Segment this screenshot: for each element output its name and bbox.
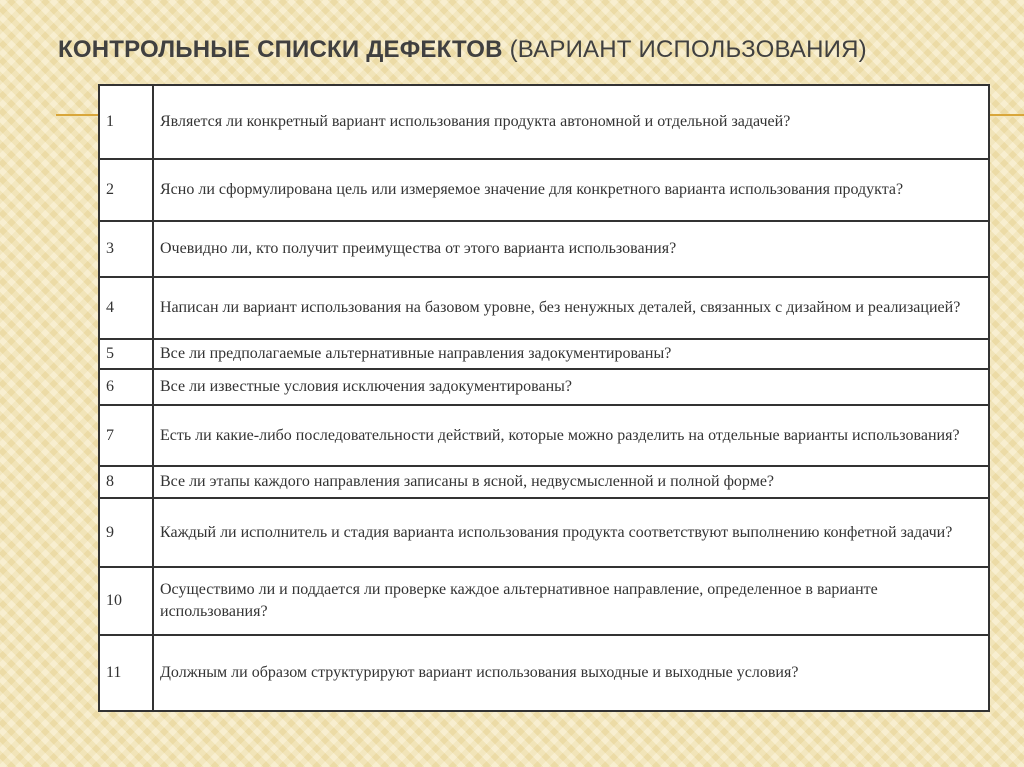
row-number: 11 bbox=[99, 635, 153, 711]
row-number: 1 bbox=[99, 85, 153, 159]
row-number: 2 bbox=[99, 159, 153, 221]
table-row bbox=[99, 635, 989, 711]
row-question: Все ли этапы каждого направления записаны в ясной, недвусмысленной и полной форме? bbox=[153, 466, 989, 498]
checklist-table bbox=[98, 84, 990, 712]
row-number: 10 bbox=[99, 567, 153, 635]
page-title bbox=[58, 36, 867, 64]
table-row bbox=[99, 466, 989, 498]
table-row bbox=[99, 277, 989, 339]
row-question: Осуществимо ли и поддается ли проверке каждое альтернативное направление, определенное в варианте использования? bbox=[153, 567, 989, 635]
title-divider-right bbox=[990, 114, 1024, 116]
row-question: Каждый ли исполнитель и стадия варианта использования продукта соответствуют выполнению конфетной задачи? bbox=[153, 498, 989, 567]
row-number: 4 bbox=[99, 277, 153, 339]
row-number: 8 bbox=[99, 466, 153, 498]
table-row bbox=[99, 339, 989, 369]
row-question: Все ли предполагаемые альтернативные направления задокументированы? bbox=[153, 339, 989, 369]
page-title-subtitle: (ВАРИАНТ ИСПОЛЬЗОВАНИЯ) bbox=[509, 36, 867, 63]
row-number: 9 bbox=[99, 498, 153, 567]
page-title-bold: КОНТРОЛЬНЫЕ СПИСКИ ДЕФЕКТОВ bbox=[58, 36, 503, 63]
row-number: 3 bbox=[99, 221, 153, 277]
table-row bbox=[99, 405, 989, 466]
table-row bbox=[99, 85, 989, 159]
row-question: Есть ли какие-либо последовательности действий, которые можно разделить на отдельные варианты использования? bbox=[153, 405, 989, 466]
row-question: Очевидно ли, кто получит преимущества от этого варианта использования? bbox=[153, 221, 989, 277]
row-number: 7 bbox=[99, 405, 153, 466]
row-number: 5 bbox=[99, 339, 153, 369]
row-question: Является ли конкретный вариант использования продукта автономной и отдельной задачей? bbox=[153, 85, 989, 159]
row-question: Ясно ли сформулирована цель или измеряемое значение для конкретного варианта использования продукта? bbox=[153, 159, 989, 221]
table-row bbox=[99, 498, 989, 567]
table-row bbox=[99, 369, 989, 405]
table-row bbox=[99, 221, 989, 277]
row-question: Должным ли образом структурируют вариант использования выходные и выходные условия? bbox=[153, 635, 989, 711]
row-number: 6 bbox=[99, 369, 153, 405]
row-question: Написан ли вариант использования на базовом уровне, без ненужных деталей, связанных с дизайном и реализацией? bbox=[153, 277, 989, 339]
table-row bbox=[99, 159, 989, 221]
table-row bbox=[99, 567, 989, 635]
row-question: Все ли известные условия исключения задокументированы? bbox=[153, 369, 989, 405]
title-divider-left bbox=[56, 114, 98, 116]
